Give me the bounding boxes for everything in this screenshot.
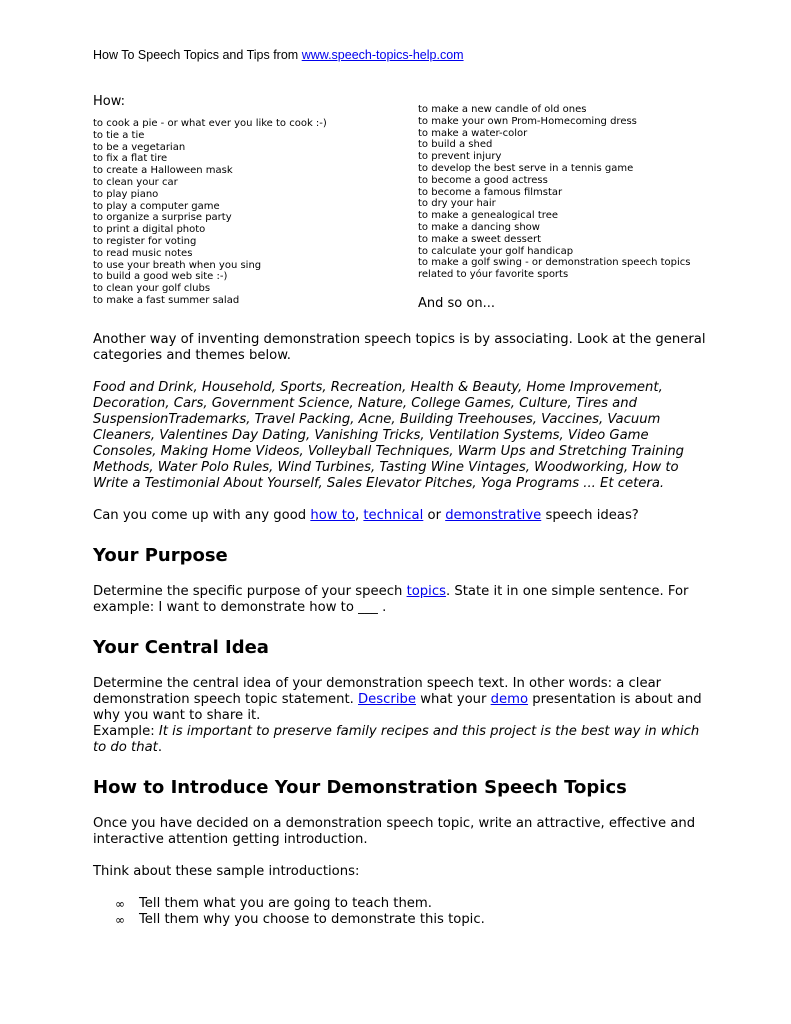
introduce-paragraph-2: Think about these sample introductions: bbox=[93, 864, 360, 879]
question-sep1: , bbox=[355, 508, 364, 523]
associating-paragraph: Another way of inventing demonstration speech topics is by associating. Look at the general categories and themes below. bbox=[93, 332, 706, 363]
list-item: to develop the best serve in a tennis game bbox=[418, 162, 634, 174]
how-label: How: bbox=[93, 94, 126, 109]
question-prefix: Can you come up with any good bbox=[93, 508, 311, 523]
bullet-text: Tell them why you choose to demonstrate this topic. bbox=[139, 912, 485, 927]
left-topic-list bbox=[93, 118, 413, 307]
list-item: to prevent injury bbox=[418, 151, 502, 163]
list-item: to make a dancing show bbox=[418, 221, 540, 233]
example-end: . bbox=[157, 740, 163, 755]
list-item: to clean your golf clubs bbox=[93, 283, 211, 295]
purpose-paragraph bbox=[93, 584, 708, 616]
infinity-bullet-icon: ∞ bbox=[115, 913, 125, 927]
central-idea-heading: Your Central Idea bbox=[93, 637, 269, 658]
right-column bbox=[418, 104, 718, 311]
purpose-heading: Your Purpose bbox=[93, 545, 228, 566]
list-item: to build a shed bbox=[418, 139, 493, 151]
list-item: to make a new candle of old ones bbox=[418, 104, 587, 115]
topics-link[interactable]: topics bbox=[406, 584, 446, 599]
header-link[interactable]: www.speech-topics-help.com bbox=[301, 48, 464, 62]
left-column bbox=[93, 94, 413, 307]
infinity-bullet-icon: ∞ bbox=[115, 897, 125, 911]
question-sep2: or bbox=[423, 508, 446, 523]
describe-link[interactable]: Describe bbox=[358, 692, 416, 707]
list-item: to make a fast summer salad bbox=[93, 294, 240, 306]
bullet-text: Tell them what you are going to teach them. bbox=[139, 896, 432, 911]
example-text: It is important to preserve family recipes and this project is the best way in which to do that bbox=[93, 724, 700, 755]
bullet-item bbox=[115, 896, 708, 912]
list-item: to read music notes bbox=[93, 247, 193, 259]
and-so-on: And so on... bbox=[418, 295, 495, 311]
list-item: to make a golf swing - or demonstration speech topics bbox=[418, 257, 691, 269]
list-item: to clean your car bbox=[93, 176, 178, 188]
question-suffix: speech ideas? bbox=[541, 508, 639, 523]
categories-paragraph: Food and Drink, Household, Sports, Recreation, Health & Beauty, Home Improvement, Decoration, Cars, Government Science, Nature, College Games, Culture, Tires and SuspensionTrademarks, Travel Packing, Acne, Building Treehouses, Vaccines, Vacuum Cleaners, Valentines Day Dating, Vanishing Tricks, Ventilation Systems, Video Game Consoles, Making Home Videos, Volleyball Techniques, Warm Ups and Stretching Training Methods, Water Polo Rules, Wind Turbines, Tasting Wine Vintages, Woodworking, How to Write a Testimonial About Yourself, Sales Elevator Pitches, Yoga Programs ... Et cetera. bbox=[93, 380, 685, 491]
right-topic-list bbox=[418, 104, 718, 281]
list-item: to make a water-color bbox=[418, 127, 528, 139]
list-item: to register for voting bbox=[93, 235, 197, 247]
technical-link[interactable]: technical bbox=[363, 508, 424, 523]
central-suffix: presentation is about and why you want to share it. bbox=[93, 692, 702, 723]
page-header bbox=[93, 48, 464, 62]
list-item: to play a computer game bbox=[93, 200, 220, 212]
central-idea-paragraph bbox=[93, 676, 708, 756]
list-item: to make a sweet dessert bbox=[418, 233, 542, 245]
demo-link[interactable]: demo bbox=[490, 692, 529, 707]
purpose-suffix: . State it in one simple sentence. For example: I want to demonstrate how to ___ . bbox=[93, 584, 689, 615]
list-item: to use your breath when you sing bbox=[93, 259, 262, 271]
introduce-paragraph-1: Once you have decided on a demonstration speech topic, write an attractive, effective and interactive attention getting introduction. bbox=[93, 816, 696, 847]
list-item: to be a vegetarian bbox=[93, 141, 186, 153]
list-item: to become a famous filmstar bbox=[418, 186, 563, 198]
list-item: to print a digital photo bbox=[93, 224, 206, 236]
header-text: How To Speech Topics and Tips from bbox=[93, 48, 302, 62]
list-item: to tie a tie bbox=[93, 129, 145, 141]
list-item: to become a good actress bbox=[418, 174, 548, 186]
example-label: Example: bbox=[93, 724, 159, 739]
list-item: to fix a flat tire bbox=[93, 153, 168, 165]
how-to-link[interactable]: how to bbox=[310, 508, 355, 523]
list-item: to dry your hair bbox=[418, 198, 496, 210]
list-item: to make your own Prom-Homecoming dress bbox=[418, 115, 637, 127]
list-item: to build a good web site :-) bbox=[93, 271, 228, 283]
list-item: to organize a surprise party bbox=[93, 212, 232, 224]
introduce-heading: How to Introduce Your Demonstration Speech Topics bbox=[93, 777, 627, 798]
question-paragraph bbox=[93, 508, 708, 524]
main-content bbox=[93, 332, 708, 928]
central-prefix: Determine the central idea of your demonstration speech text. In other words: a clear demonstration speech topic statement. bbox=[93, 676, 662, 707]
list-item: to create a Halloween mask bbox=[93, 165, 233, 177]
demonstrative-link[interactable]: demonstrative bbox=[445, 508, 542, 523]
list-item: to play piano bbox=[93, 188, 159, 200]
purpose-prefix: Determine the specific purpose of your speech bbox=[93, 584, 407, 599]
list-item: related to yóur favorite sports bbox=[418, 269, 569, 281]
bullet-item bbox=[115, 912, 708, 928]
list-item: to make a genealogical tree bbox=[418, 210, 558, 222]
central-mid: what your bbox=[416, 692, 491, 707]
list-item: to calculate your golf handicap bbox=[418, 245, 574, 257]
list-item: to cook a pie - or what ever you like to cook :-) bbox=[93, 118, 327, 129]
intro-bullet-list bbox=[93, 896, 708, 928]
